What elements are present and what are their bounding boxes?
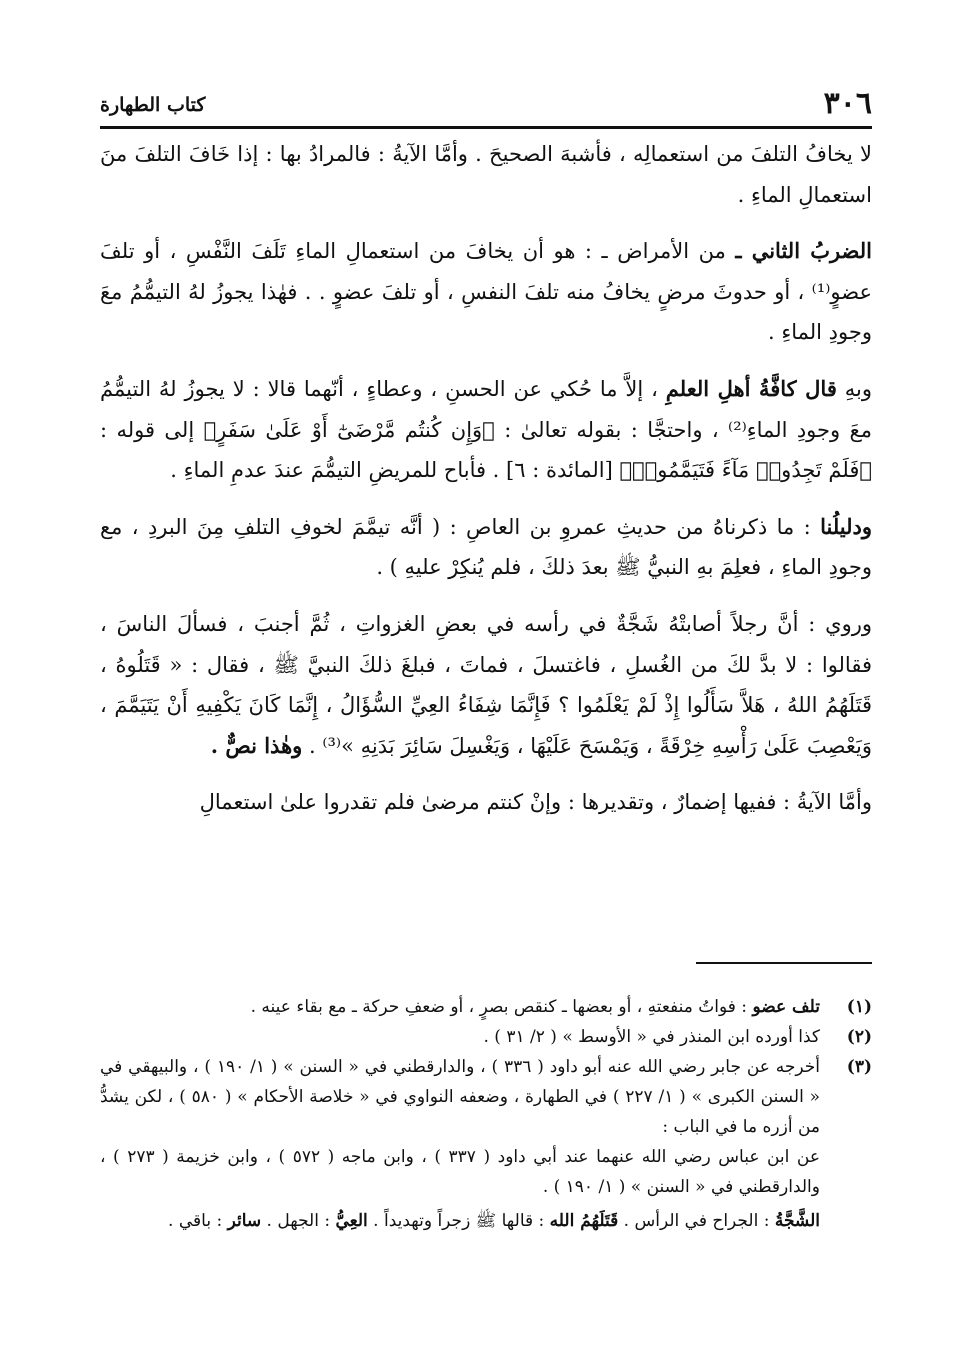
paragraph-6: وأمَّا الآيةُ : ففيها إضمارٌ ، وتقديرها : وإنْ كنتم مرضىٰ فلم تقدروا علىٰ استعمالِ [199, 790, 872, 815]
footnote-2-text: كذا أورده ابن المنذر في « الأوسط » ( ٢/ ٣١ ) . [483, 1027, 820, 1047]
footnote-1 [100, 992, 872, 1022]
gloss-term: الشَّجَّةُ [774, 1211, 820, 1231]
paragraph-1: لا يخافُ التلفَ من استعمالِه ، فأشبهَ الصحيحَ . وأمَّا الآيةُ : فالمرادُ بها : إذا خَافَ التلفَ منَ استعمالِ الماءِ . [100, 142, 872, 207]
paragraph-4-lead: ودليلُنا [820, 513, 872, 539]
footnote-1-text: : فواتُ منفعتهِ ، أو بعضها ـ كنقص بصرٍ ، أو ضعفِ حركة ـ مع بقاء عينه . [250, 997, 753, 1017]
paragraph-gap [100, 215, 872, 231]
footnote-divider [696, 962, 872, 964]
main-text [100, 134, 872, 823]
footnote-number: (٣) [846, 1057, 872, 1077]
paragraph-3-emphasis: قال كافَّةُ أهلِ العلمِ [665, 375, 837, 401]
footnote-number: (١) [846, 997, 872, 1017]
paragraph-gap [100, 491, 872, 507]
paragraph-2-text: من الأمراض ـ : هو أن يخافَ من استعمالِ الماءِ تَلَفَ النَّفْسِ ، أو تلفَ عضوٍ⁽¹⁾ ، أو حدوثَ مرضٍ يخافُ منه تلفَ النفسِ ، أو تلفَ عضوٍ . . فهٰذا يجوزُ لهُ التيمُّمُ معَ وجودِ الماءِ . [100, 239, 872, 345]
footnote-number: (٢) [846, 1027, 872, 1047]
gloss-term: العِيُّ [335, 1211, 368, 1231]
paragraph-4 [100, 507, 872, 588]
section-heading: الضربُ الثاني ـ [735, 238, 872, 264]
chapter-title: كتاب الطهارة [100, 94, 206, 116]
paragraph-3 [100, 369, 872, 491]
footnote-2 [100, 1022, 872, 1052]
paragraph-2 [100, 231, 872, 353]
gloss-definition: : الجراح في الرأس . [618, 1211, 775, 1231]
footnotes [100, 992, 872, 1236]
gloss-definition: : قالها ﷺ زجراً وتهديداً . [367, 1211, 550, 1231]
gloss-definition: : باقي . [168, 1211, 228, 1231]
footnote-3-text: أخرجه عن جابر رضي الله عنه أبو داود ( ٣٣٦ ) ، والدارقطني في « السنن » ( ١/ ١٩٠ ) ، والبيهقي في « السنن الكبرى » ( ١/ ٢٢٧ ) في الطهارة ، وضعفه النواوي في « خلاصة الأحكام » ( ٥٨٠ ) ، لكن يشدُّ من أزره ما في الباب : [100, 1057, 820, 1137]
gloss-term: سائر [227, 1211, 262, 1231]
footnote-1-term: تلف عضو [752, 997, 820, 1017]
gloss-definition: : الجهل . [261, 1211, 336, 1231]
header-divider [100, 126, 872, 129]
page-number: ٣٠٦ [823, 86, 872, 121]
footnote-3 [100, 1052, 872, 1142]
gloss-term: قَتَلَهُمُ الله [549, 1211, 619, 1231]
paragraph-4-text: : ما ذكرناهُ من حديثِ عمروِ بن العاصِ : ( أنَّه تيمَّمَ لخوفِ التلفِ مِنَ البردِ ، مع وجودِ الماءِ ، فعلِمَ بهِ النبيُّ ﷺ بعدَ ذلكَ ، فلم يُنكِرْ عليهِ ) . [100, 514, 872, 580]
paragraph-5 [100, 604, 872, 766]
paragraph-3-text: ، إلاَّ ما حُكي عن الحسنِ ، وعطاءٍ ، أنّهما قالا : لا يجوزُ لهُ التيمُّمُ معَ وجودِ الماءِ⁽²⁾ ، واحتجَّا : بقوله تعالىٰ : ﴿وَإِن كُنتُم مَّرْضَىٰٓ أَوْ عَلَىٰ سَفَرٍ﴾ إلى قوله : ﴿فَلَمْ تَجِدُوا۟ مَآءً فَتَيَمَّمُوا۟﴾ [المائدة : ٦] . فأباح للمريضِ التيمُّمَ عندَ عدمِ الماءِ . [100, 376, 872, 483]
footnote-3-continuation: عن ابن عباس رضي الله عنهما عند أبي داود ( ٣٣٧ ) ، وابن ماجه ( ٥٧٢ ) ، وابن خزيمة ( ٢٧٣ ) ، والدارقطني في « السنن » ( ١/ ١٩٠ ) . [100, 1147, 821, 1197]
paragraph-gap [100, 588, 872, 604]
paragraph-5-tail: وهٰذا نصٌّ . [210, 732, 303, 758]
paragraph-gap [100, 353, 872, 369]
paragraph-gap [100, 766, 872, 782]
paragraph-5-text: وروي : أنَّ رجلاً أصابتْهُ شَجَّةٌ في رأسه في بعضِ الغزواتِ ، ثُمَّ أجنبَ ، فسألَ الناسَ ، فقالوا : لا بدَّ لكَ من الغُسلِ ، فاغتسلَ ، فماتَ ، فبلغَ ذلكَ النبيَّ ﷺ ، فقال : « قَتَلُوهُ ، قَتَلَهُمُ اللهُ ، هَلاَّ سَأَلُوا إِذْ لَمْ يَعْلَمُوا ؟ فَإِنَّمَا شِفَاءُ العِيِّ السُّؤَالُ ، إِنَّمَا كَانَ يَكْفِيهِ أَنْ يَتَيَمَّمَ ، وَيَعْصِبَ عَلَىٰ رَأْسِهِ خِرْقَةً ، وَيَمْسَحَ عَلَيْهَا ، وَيَغْسِلَ سَائِرَ بَدَنِهِ »⁽³⁾ . [100, 611, 872, 758]
page-header [100, 86, 872, 120]
paragraph-3-prefix: وبهِ [836, 376, 872, 401]
footnote-glossary [100, 1206, 872, 1236]
